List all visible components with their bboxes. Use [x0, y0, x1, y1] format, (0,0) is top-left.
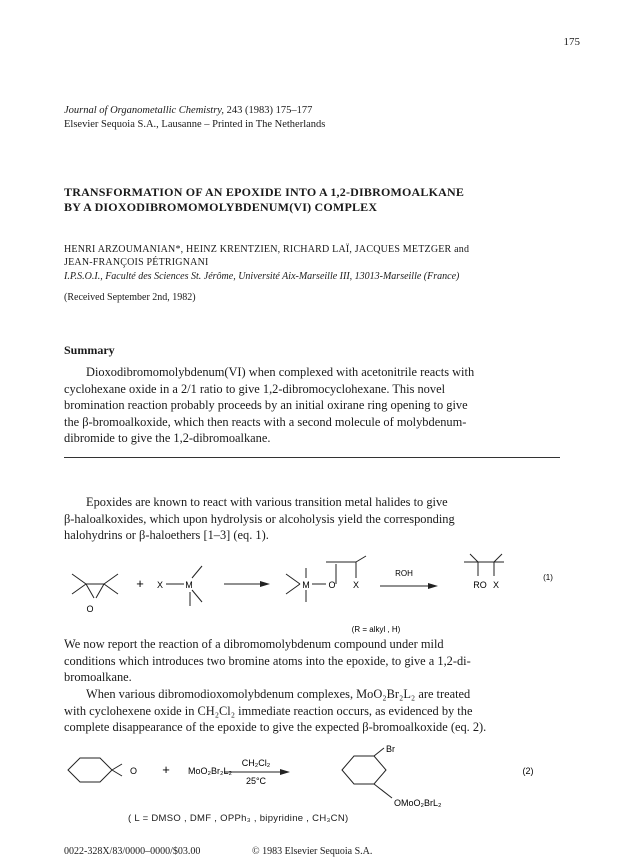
- m-ligand-bond: [192, 590, 202, 602]
- epoxide-bond: [72, 574, 86, 584]
- intermediate-bond: [286, 584, 300, 594]
- eq1-x-product: X: [352, 580, 360, 590]
- journal-header: [64, 104, 325, 132]
- eq2-ligands: ( L = DMSO , DMF , OPPh₃ , bipyridine , CH₃CN): [128, 813, 349, 824]
- epoxide-bond: [72, 584, 86, 594]
- body-line: halohydrins or β-haloethers [1–3] (eq. 1).: [64, 528, 269, 543]
- arrow-head: [260, 581, 270, 587]
- eq1-x-final: X: [492, 580, 500, 590]
- body-line: conditions which introduces two bromine atoms into the epoxide, to give a 1,2-di-: [64, 653, 471, 668]
- summary-line: cyclohexane oxide in a 2/1 ratio to give 1,2-dibromocyclohexane. This novel: [64, 381, 446, 396]
- product-sub: [494, 554, 502, 562]
- summary-paragraph: [64, 364, 560, 447]
- cyclohexane-ring: [68, 758, 112, 782]
- body-line: with cyclohexene oxide in CH₂Cl₂ immediate reaction occurs, as evidenced by the: [64, 703, 473, 718]
- epoxide-bond: [96, 584, 104, 598]
- c-br-bond: [374, 748, 384, 756]
- title-line-2: BY A DIOXODIBROMOMOLYBDENUM(VI) COMPLEX: [64, 200, 378, 214]
- footer-code: 0022-328X/83/0000–0000/$03.00: [64, 846, 201, 857]
- eq1-m-product: M: [302, 580, 310, 590]
- page-number: 175: [563, 36, 580, 48]
- body-line: β-haloalkoxides, which upon hydrolysis or alcoholysis yield the corresponding: [64, 511, 455, 526]
- arrow-head: [428, 583, 438, 589]
- eq1-ro: RO: [473, 580, 487, 590]
- journal-name: Journal of Organometallic Chemistry,: [64, 105, 225, 116]
- eq1-note: (R = alkyl , H): [351, 625, 401, 634]
- m-ligand-bond: [192, 566, 202, 578]
- summary-heading: Summary: [64, 343, 115, 357]
- eq2-o: O: [130, 766, 138, 776]
- epoxide-bond: [112, 770, 122, 776]
- eq1-roh: ROH: [395, 569, 413, 578]
- title-line-1: TRANSFORMATION OF AN EPOXIDE INTO A 1,2-DIBROMOALKANE: [64, 185, 465, 199]
- article-title: [64, 185, 564, 215]
- body-paragraph-2: [64, 636, 560, 686]
- body-line: bromoalkane.: [64, 670, 132, 685]
- eq1-plus: +: [136, 576, 144, 591]
- body-paragraph-1: [64, 494, 560, 544]
- eq2-br: Br: [386, 744, 395, 754]
- eq2-label: (2): [522, 766, 534, 776]
- c-o-bond: [374, 784, 392, 798]
- body-line: When various dibromodioxomolybdenum complexes, MoO₂Br₂L₂ are treated: [86, 687, 471, 701]
- equation-1-scheme: [60, 548, 564, 640]
- body-line: complete disappearance of the epoxide to give the expected β-bromoalkoxide (eq. 2).: [64, 720, 487, 735]
- eq1-o-product: O: [328, 580, 336, 590]
- authors-line-1: HENRI ARZOUMANIAN*, HEINZ KRENTZIEN, RICHARD LAÏ, JACQUES METZGER and: [64, 244, 470, 255]
- eq2-solvent: CH₂Cl₂: [241, 758, 271, 768]
- eq2-product-group: OMoO₂BrL₂: [394, 798, 442, 808]
- summary-line: Dioxodibromomolybdenum(VI) when complexed with acetonitrile reacts with: [86, 365, 475, 379]
- summary-line: the β-bromoalkoxide, which then reacts with a second molecule of molybdenum-: [64, 414, 467, 429]
- authors-line-2: JEAN-FRANÇOIS PÉTRIGNANI: [64, 257, 209, 268]
- eq1-label: (1): [543, 573, 553, 582]
- section-divider: [64, 457, 560, 458]
- journal-citation: 243 (1983) 175–177: [226, 105, 313, 116]
- epoxide-bond: [104, 574, 118, 584]
- eq1-epoxide-o: O: [86, 604, 94, 614]
- eq1-m-reagent: M: [185, 580, 193, 590]
- product-ring: [342, 756, 386, 784]
- eq2-temp: 25°C: [245, 776, 267, 786]
- intermediate-bond: [286, 574, 300, 584]
- footer-copyright: © 1983 Elsevier Sequoia S.A.: [252, 846, 373, 857]
- epoxide-bond: [112, 764, 122, 770]
- epoxide-bond: [86, 584, 94, 598]
- product-sub: [470, 554, 478, 562]
- publisher-line: Elsevier Sequoia S.A., Lausanne – Printed in The Netherlands: [64, 119, 326, 130]
- received-date: (Received September 2nd, 1982): [64, 292, 196, 303]
- epoxide-bond: [104, 584, 118, 594]
- eq1-x-reagent: X: [156, 580, 164, 590]
- c-sub: [356, 556, 366, 562]
- arrow-head: [280, 769, 290, 775]
- body-line: We now report the reaction of a dibromomolybdenum compound under mild: [64, 637, 444, 651]
- eq2-plus: +: [162, 762, 170, 777]
- summary-line: dibromide to give the 1,2-dibromoalkane.: [64, 431, 271, 446]
- body-line: Epoxides are known to react with various transition metal halides to give: [86, 495, 448, 509]
- eq2-reagent: MoO₂Br₂L₂: [188, 766, 232, 776]
- body-paragraph-3: [64, 686, 560, 736]
- authors: [64, 243, 564, 269]
- affiliation: I.P.S.O.I., Faculté des Sciences St. Jérôme, Université Aix-Marseille III, 13013-Marseille (France): [64, 271, 460, 282]
- summary-line: bromination reaction probably proceeds by an initial oxirane ring opening to give: [64, 398, 468, 413]
